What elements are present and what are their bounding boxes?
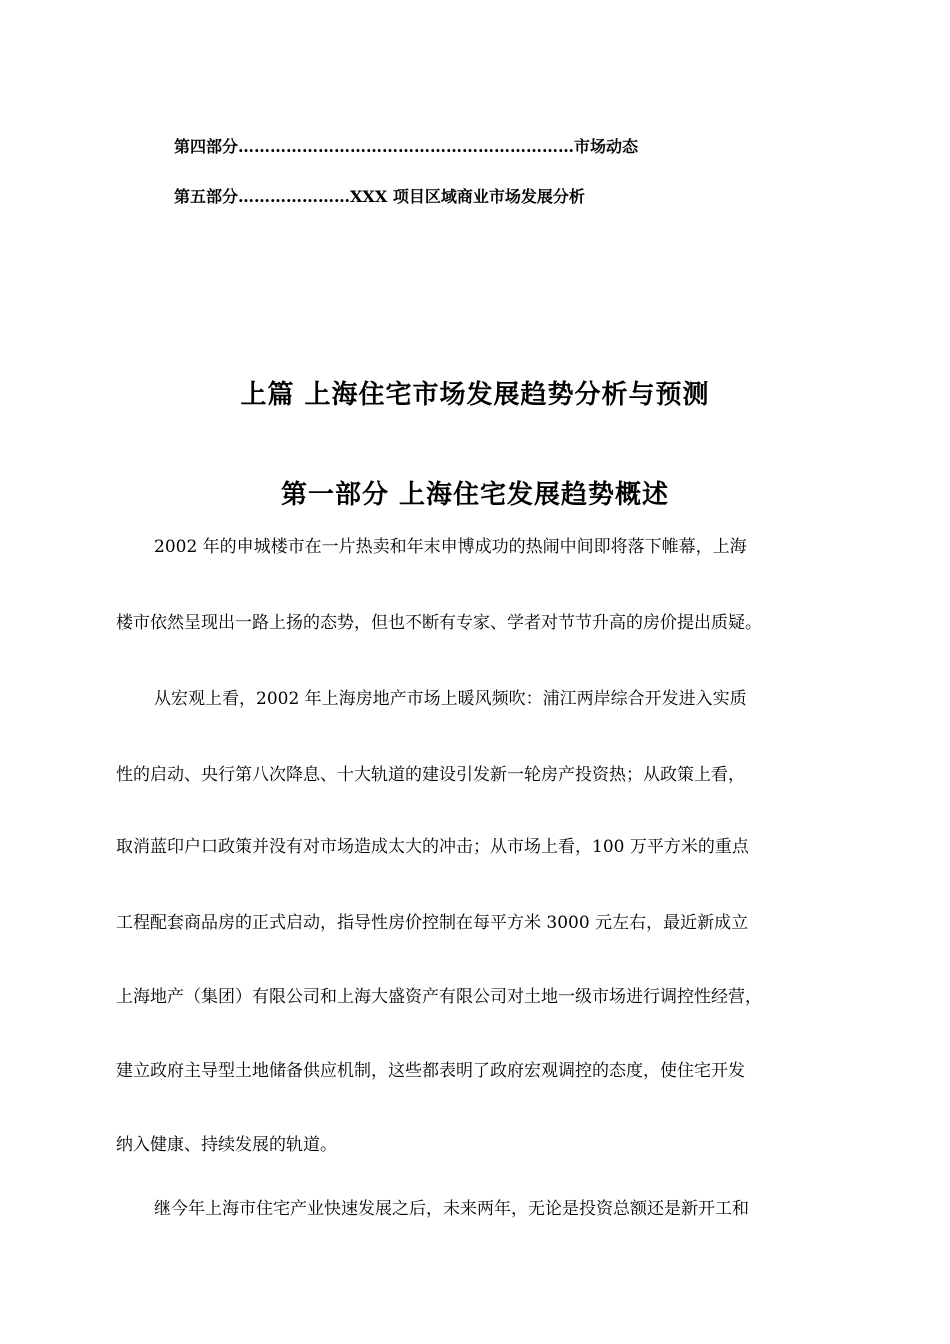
part-title: 上篇 上海住宅市场发展趋势分析与预测: [240, 380, 710, 410]
toc-entry-part-4: 第四部分………………………………………………………市场动态: [174, 137, 639, 156]
body-line-5: 取消蓝印户口政策并没有对市场造成太大的冲击；从市场上看，100 万平方米的重点: [116, 837, 749, 857]
body-line-10: 继今年上海市住宅产业快速发展之后，未来两年，无论是投资总额还是新开工和: [154, 1199, 749, 1219]
body-line-9: 纳入健康、持续发展的轨道。: [116, 1135, 337, 1155]
body-line-1: 2002 年的申城楼市在一片热卖和年末申博成功的热闹中间即将落下帷幕，上海: [154, 537, 747, 557]
toc-entry-part-5: 第五部分…………………XXX 项目区域商业市场发展分析: [174, 187, 585, 206]
body-line-8: 建立政府主导型土地储备供应机制，这些都表明了政府宏观调控的态度，使住宅开发: [116, 1061, 745, 1081]
body-line-2: 楼市依然呈现出一路上扬的态势，但也不断有专家、学者对节节升高的房价提出质疑。: [116, 613, 762, 633]
body-line-7: 上海地产（集团）有限公司和上海大盛资产有限公司对土地一级市场进行调控性经营，: [116, 987, 762, 1007]
body-line-3: 从宏观上看，2002 年上海房地产市场上暖风频吹：浦江两岸综合开发进入实质: [154, 689, 747, 709]
body-line-4: 性的启动、央行第八次降息、十大轨道的建设引发新一轮房产投资热；从政策上看，: [116, 765, 745, 785]
body-line-6: 工程配套商品房的正式启动，指导性房价控制在每平方米 3000 元左右，最近新成立: [116, 913, 749, 933]
section-title: 第一部分 上海住宅发展趋势概述: [280, 480, 670, 510]
